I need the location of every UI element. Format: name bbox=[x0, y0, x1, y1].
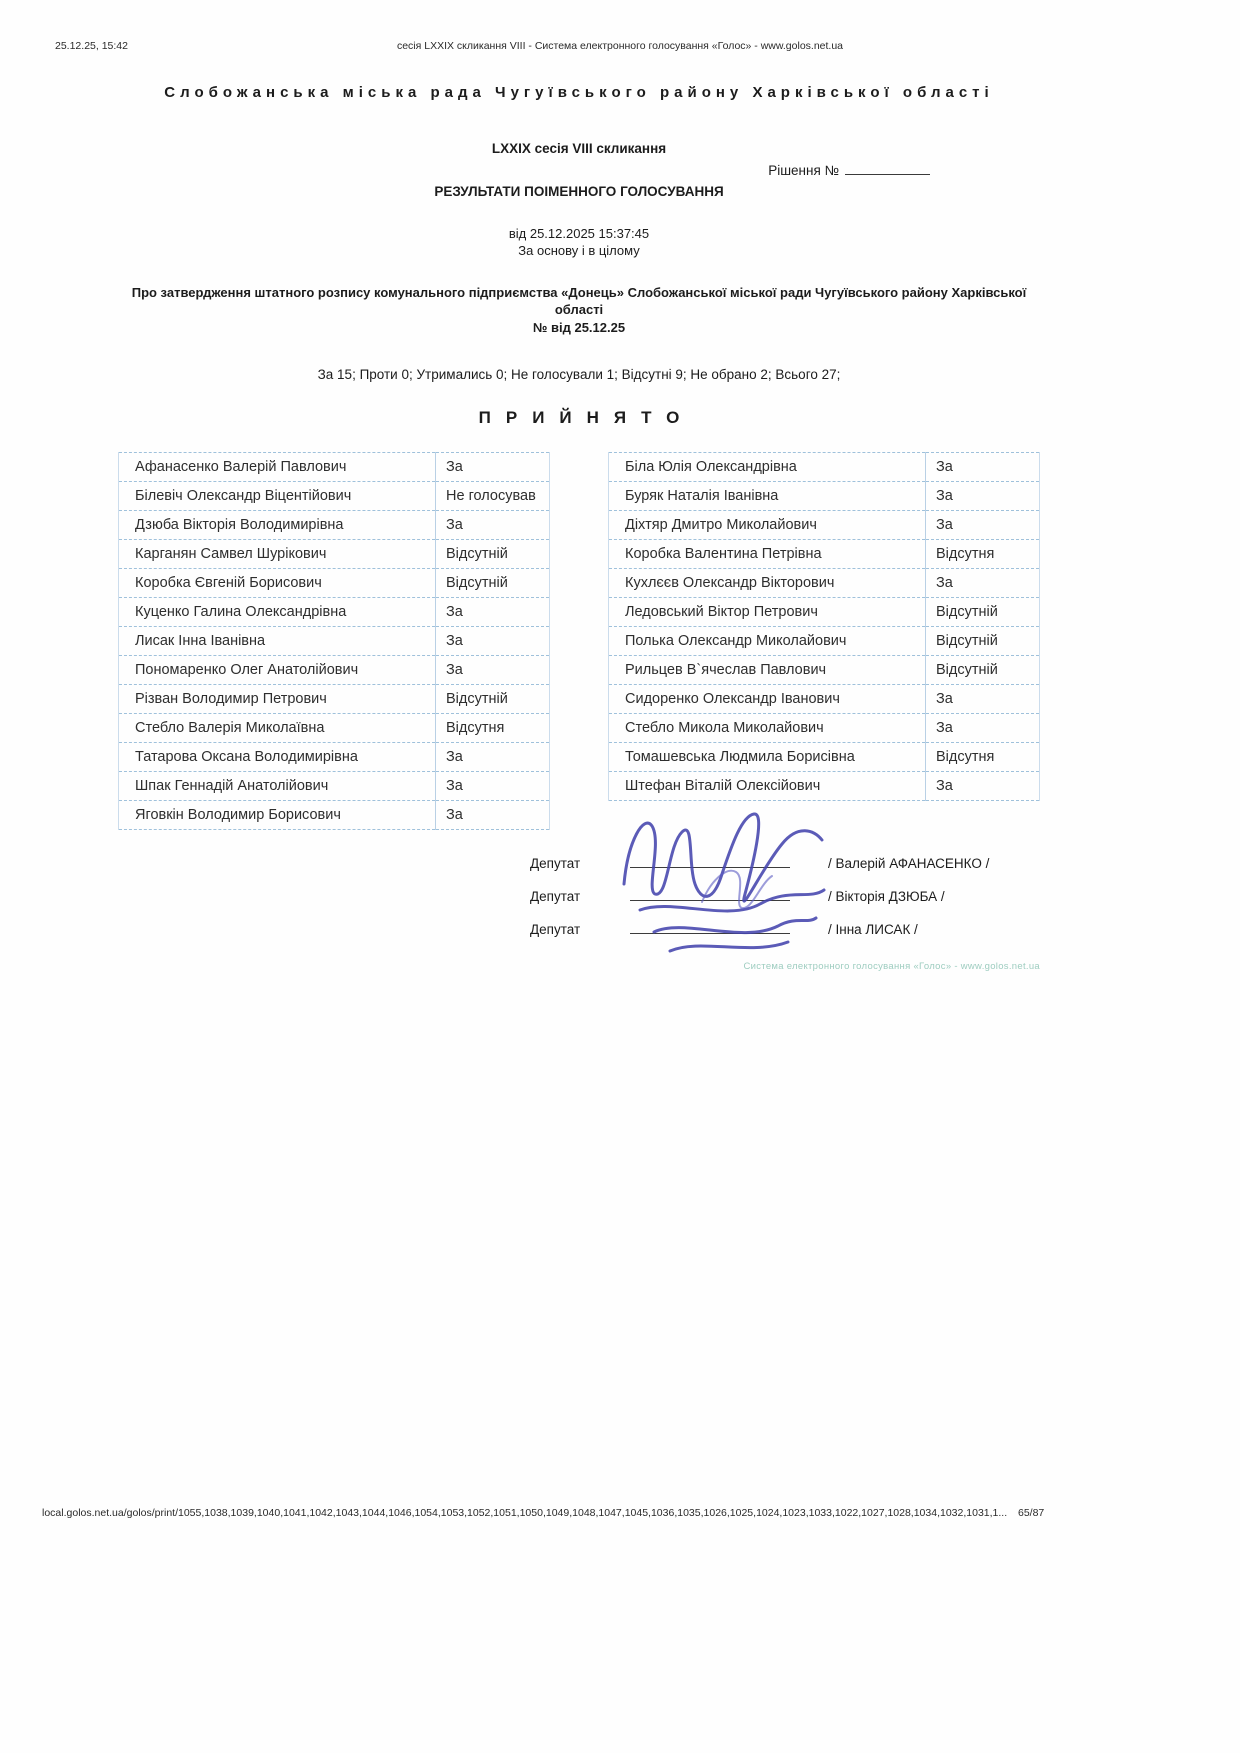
table-row bbox=[609, 684, 1040, 713]
table-row bbox=[119, 655, 550, 684]
results-title: РЕЗУЛЬТАТИ ПОІМЕННОГО ГОЛОСУВАННЯ bbox=[434, 184, 724, 199]
table-row bbox=[609, 452, 1040, 481]
deputy-name: Пономаренко Олег Анатолійович bbox=[119, 655, 436, 684]
deputy-vote: За bbox=[926, 771, 1040, 800]
deputy-name: Лисак Інна Іванівна bbox=[119, 626, 436, 655]
deputy-vote: Відсутній bbox=[436, 684, 550, 713]
footer-page-number: 65/87 bbox=[1018, 1507, 1045, 1519]
deputy-vote: За bbox=[926, 713, 1040, 742]
table-row bbox=[119, 771, 550, 800]
deputy-name: Куценко Галина Олександрівна bbox=[119, 597, 436, 626]
deputy-vote: За bbox=[436, 800, 550, 829]
vote-subject: Про затвердження штатного розпису комунального підприємства «Донець» Слобожанської міської ради Чугуївського району Харківської області bbox=[131, 285, 1027, 318]
deputy-name: Кухлєєв Олександр Вікторович bbox=[609, 568, 926, 597]
document-body bbox=[118, 0, 1040, 972]
deputy-vote: За bbox=[926, 510, 1040, 539]
deputy-name: Шпак Геннадій Анатолійович bbox=[119, 771, 436, 800]
table-row bbox=[119, 539, 550, 568]
deputy-vote: За bbox=[436, 597, 550, 626]
deputy-name: Штефан Віталій Олексійович bbox=[609, 771, 926, 800]
deputy-name: Білевіч Олександр Віцентійович bbox=[119, 481, 436, 510]
council-title: Слобожанська міська рада Чугуївського району Харківської області bbox=[164, 84, 994, 101]
vote-result: ПРИЙНЯТО bbox=[478, 407, 695, 427]
footer-url: local.golos.net.ua/golos/print/1055,1038,1039,1040,1041,1042,1043,1044,1046,1054,1053,1052,1051,1050,1049,1048,1047,1045,1036,1035,1026,1025,1024,1023,1033,1022,1027,1028,1034,1032,1031,1... bbox=[42, 1507, 1008, 1519]
deputy-vote: Відсутня bbox=[436, 713, 550, 742]
signature-line bbox=[630, 867, 790, 868]
signature-row bbox=[530, 838, 1040, 871]
deputy-name: Полька Олександр Миколайович bbox=[609, 626, 926, 655]
deputy-name: Томашевська Людмила Борисівна bbox=[609, 742, 926, 771]
vote-totals: За 15; Проти 0; Утримались 0; Не голосували 1; Відсутні 9; Не обрано 2; Всього 27; bbox=[317, 366, 841, 382]
deputy-vote: За bbox=[436, 742, 550, 771]
table-row bbox=[119, 626, 550, 655]
vote-subject-number: № від 25.12.25 bbox=[532, 319, 626, 335]
signature-block bbox=[118, 838, 1040, 937]
signature-name: / Вікторія ДЗЮБА / bbox=[828, 888, 945, 904]
deputy-name: Різван Володимир Петрович bbox=[119, 684, 436, 713]
table-row bbox=[609, 510, 1040, 539]
deputy-vote: За bbox=[436, 626, 550, 655]
vote-datetime: від 25.12.2025 15:37:45 bbox=[508, 226, 650, 241]
deputy-name: Коробка Валентина Петрівна bbox=[609, 539, 926, 568]
table-row bbox=[609, 539, 1040, 568]
table-row bbox=[609, 655, 1040, 684]
vote-subject-block bbox=[118, 284, 1040, 336]
table-row bbox=[609, 481, 1040, 510]
deputy-vote: Відсутня bbox=[926, 742, 1040, 771]
signature-line bbox=[630, 933, 790, 934]
signature-row bbox=[530, 871, 1040, 904]
deputy-name: Буряк Наталія Іванівна bbox=[609, 481, 926, 510]
deputy-vote: За bbox=[926, 568, 1040, 597]
deputy-name: Біла Юлія Олександрівна bbox=[609, 452, 926, 481]
deputy-vote: За bbox=[926, 452, 1040, 481]
table-row bbox=[119, 568, 550, 597]
deputy-vote: Відсутня bbox=[926, 539, 1040, 568]
deputy-name: Стебло Микола Миколайович bbox=[609, 713, 926, 742]
vote-tables bbox=[118, 452, 1040, 830]
deputy-vote: Відсутній bbox=[926, 597, 1040, 626]
signature-role-label: Депутат bbox=[530, 921, 581, 937]
deputy-name: Карганян Самвел Шурікович bbox=[119, 539, 436, 568]
deputy-vote: За bbox=[436, 452, 550, 481]
decision-number-blank bbox=[845, 163, 930, 175]
signature-name: / Валерій АФАНАСЕНКО / bbox=[828, 855, 990, 871]
table-row bbox=[119, 481, 550, 510]
signature-role-label: Депутат bbox=[530, 855, 581, 871]
table-row bbox=[119, 800, 550, 829]
vote-table-right bbox=[608, 452, 1040, 801]
deputy-vote: За bbox=[436, 771, 550, 800]
table-row bbox=[119, 713, 550, 742]
table-row bbox=[119, 452, 550, 481]
vote-table-left bbox=[118, 452, 550, 830]
deputy-vote: За bbox=[436, 655, 550, 684]
deputy-vote: За bbox=[436, 510, 550, 539]
system-watermark: Система електронного голосування «Голос» - www.golos.net.ua bbox=[743, 960, 1040, 972]
decision-number-row bbox=[118, 163, 1040, 178]
table-row bbox=[609, 742, 1040, 771]
signature-row bbox=[530, 904, 1040, 937]
deputy-vote: За bbox=[926, 684, 1040, 713]
print-datetime: 25.12.25, 15:42 bbox=[55, 40, 128, 52]
deputy-name: Рильцев В`ячеслав Павлович bbox=[609, 655, 926, 684]
signature-line bbox=[630, 900, 790, 901]
table-row bbox=[609, 713, 1040, 742]
deputy-vote: За bbox=[926, 481, 1040, 510]
deputy-vote: Не голосував bbox=[436, 481, 550, 510]
table-row bbox=[119, 684, 550, 713]
table-row bbox=[119, 742, 550, 771]
table-row bbox=[609, 597, 1040, 626]
decision-label: Рішення № bbox=[768, 163, 839, 178]
table-row bbox=[119, 597, 550, 626]
deputy-name: Ледовський Віктор Петрович bbox=[609, 597, 926, 626]
deputy-vote: Відсутній bbox=[926, 655, 1040, 684]
deputy-name: Дзюба Вікторія Володимирівна bbox=[119, 510, 436, 539]
deputy-vote: Відсутній bbox=[926, 626, 1040, 655]
print-header-title: сесія LXXIX скликання VIII - Система електронного голосування «Голос» - www.golos.net.ua bbox=[396, 40, 844, 52]
table-row bbox=[119, 510, 550, 539]
session-title: LXXIX сесія VIII скликання bbox=[491, 141, 667, 156]
table-row bbox=[609, 626, 1040, 655]
signature-name: / Інна ЛИСАК / bbox=[828, 921, 918, 937]
deputy-name: Діхтяр Дмитро Миколайович bbox=[609, 510, 926, 539]
table-row bbox=[609, 568, 1040, 597]
deputy-name: Афанасенко Валерій Павлович bbox=[119, 452, 436, 481]
deputy-name: Коробка Євгеній Борисович bbox=[119, 568, 436, 597]
deputy-vote: Відсутній bbox=[436, 539, 550, 568]
deputy-vote: Відсутній bbox=[436, 568, 550, 597]
deputy-name: Яговкін Володимир Борисович bbox=[119, 800, 436, 829]
deputy-name: Татарова Оксана Володимирівна bbox=[119, 742, 436, 771]
signature-role-label: Депутат bbox=[530, 888, 581, 904]
deputy-name: Стебло Валерія Миколаївна bbox=[119, 713, 436, 742]
vote-basis: За основу і в цілому bbox=[518, 243, 640, 258]
deputy-name: Сидоренко Олександр Іванович bbox=[609, 684, 926, 713]
table-row bbox=[609, 771, 1040, 800]
